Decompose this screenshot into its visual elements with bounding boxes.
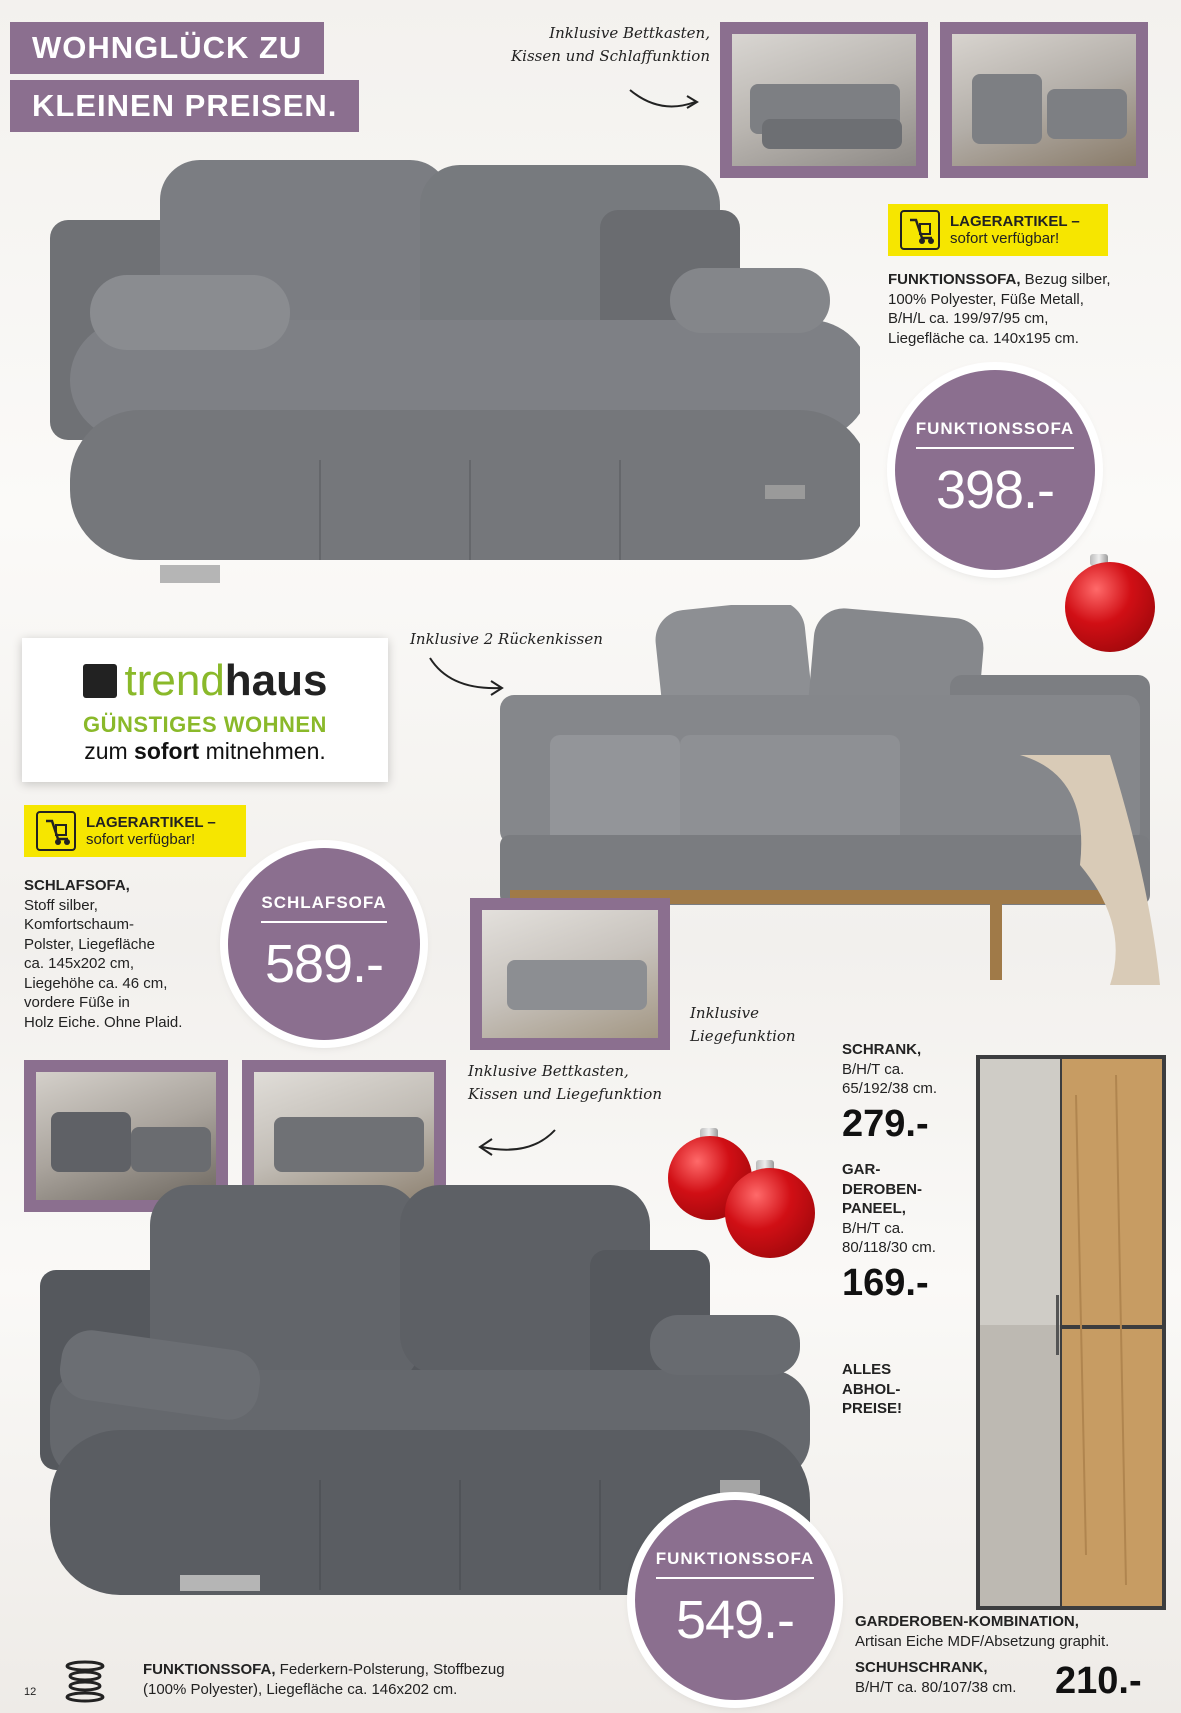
sofa3-price-circle — [635, 1500, 835, 1700]
sofa2-desc-line: ca. 145x202 cm, — [24, 955, 135, 972]
sofa1-description — [888, 270, 1178, 348]
brand-slogan2 — [84, 738, 326, 765]
sofa1-circle-label: FUNKTIONSSOFA — [916, 419, 1074, 449]
sofa2-price-circle — [228, 848, 420, 1040]
wardrobe-image — [966, 1055, 1166, 1615]
curved-arrow-icon — [625, 80, 705, 120]
abhol-line: PREISE! — [842, 1400, 903, 1417]
spring-icon — [60, 1660, 110, 1706]
sofa3-annotation — [468, 1060, 662, 1105]
sofa2-desc-title: SCHLAFSOFA, — [24, 877, 130, 894]
sofa3-description — [143, 1660, 623, 1699]
schuh-line: B/H/T ca. 80/107/38 cm. — [855, 1678, 1017, 1696]
sofa1-detail-photo-2 — [940, 22, 1148, 178]
schuh-price: 210.- — [1055, 1660, 1142, 1702]
sofa1-desc-line3: B/H/L ca. 199/97/95 cm, — [888, 310, 1049, 327]
headline-line1: WOHNGLÜCK ZU — [10, 22, 324, 74]
brand-slogan1: GÜNSTIGES WOHNEN — [83, 711, 327, 737]
sofa2-desc-line: Polster, Liegefläche — [24, 935, 155, 953]
page-number: 12 — [24, 1686, 37, 1698]
sofa2-desc-line: Holz Eiche. Ohne Plaid. — [24, 1013, 183, 1031]
kombi-line: Artisan Eiche MDF/Absetzung graphit. — [855, 1632, 1110, 1650]
sofa2-annotation2 — [690, 1002, 796, 1047]
sofa3-desc-line2: (100% Polyester), Liegefläche ca. 146x202 cm. — [143, 1680, 458, 1698]
paneel-title-line: PANEEL, — [842, 1200, 906, 1217]
schuh-title: SCHUHSCHRANK, — [855, 1659, 988, 1676]
sofa2-lager-badge — [24, 805, 246, 857]
sofa2-annotation2-line2: Liegefunktion — [690, 1026, 796, 1045]
sofa1-price-circle — [895, 370, 1095, 570]
schrank-price: 279.- — [842, 1103, 929, 1145]
sofa2-badge-sub: sofort verfügbar! — [86, 831, 196, 848]
sofa2-desc-line: Liegehöhe ca. 46 cm, — [24, 974, 168, 992]
sofa1-image — [40, 140, 860, 610]
sofa2-description — [24, 876, 244, 1032]
paneel-line: B/H/T ca. — [842, 1219, 905, 1237]
sofa2-detail-photo — [470, 898, 670, 1050]
sofa3-annotation-line2: Kissen und Liegefunktion — [468, 1084, 662, 1103]
paneel-description — [842, 1160, 962, 1258]
sofa1-badge-sub: sofort verfügbar! — [950, 230, 1060, 247]
schrank-title: SCHRANK, — [842, 1041, 922, 1058]
brand-slogan2-post: mitnehmen. — [199, 737, 326, 764]
abhol-line: ALLES — [842, 1361, 892, 1378]
sofa2-desc-line: Stoff silber, — [24, 896, 98, 914]
sofa2-badge-title: LAGERARTIKEL – — [86, 814, 216, 831]
sofa3-circle-label: FUNKTIONSSOFA — [656, 1549, 814, 1579]
sofa3-price: 549.- — [675, 1590, 795, 1650]
abhol-note — [842, 1360, 962, 1419]
brand-name-part1: trend — [124, 655, 225, 705]
kombi-description — [855, 1612, 1175, 1651]
sofa2-desc-line: Komfortschaum- — [24, 916, 135, 933]
curved-arrow-icon — [470, 1125, 560, 1165]
paneel-title-line: GAR- — [842, 1161, 881, 1178]
headline-line2: KLEINEN PREISEN. — [10, 80, 359, 132]
paneel-title-line: DEROBEN- — [842, 1180, 923, 1198]
sofa2-desc-line: vordere Füße in — [24, 994, 130, 1011]
sofa2-annotation2-line1: Inklusive — [690, 1004, 759, 1022]
trendhaus-logo-box — [22, 638, 388, 782]
brand-slogan2-pre: zum — [84, 737, 135, 764]
sofa1-annotation-line1: Inklusive Bettkasten, — [549, 24, 710, 42]
sofa3-annotation-line1: Inklusive Bettkasten, — [468, 1062, 629, 1080]
paneel-line: 80/118/30 cm. — [842, 1239, 936, 1256]
sofa2-price: 589.- — [264, 934, 384, 994]
sofa1-desc-line1: Bezug silber, — [1020, 271, 1111, 288]
sofa3-desc-line1: Federkern-Polsterung, Stoffbezug — [275, 1661, 505, 1678]
hand-truck-icon — [900, 210, 940, 250]
sofa1-badge-title: LAGERARTIKEL – — [950, 213, 1080, 230]
schrank-line: B/H/T ca. — [842, 1060, 905, 1078]
sofa1-desc-title: FUNKTIONSSOFA, — [888, 271, 1021, 288]
sofa1-desc-line2: 100% Polyester, Füße Metall, — [888, 290, 1084, 308]
abhol-line: ABHOL- — [842, 1380, 901, 1398]
brand-name-part2: haus — [224, 655, 328, 705]
hand-truck-icon — [36, 811, 76, 851]
schrank-description — [842, 1040, 962, 1099]
sofa2-annotation: Inklusive 2 Rückenkissen — [410, 630, 603, 648]
paneel-price: 169.- — [842, 1262, 929, 1304]
sofa2-circle-label: SCHLAFSOFA — [261, 893, 386, 923]
brand-slogan2-bold: sofort — [134, 737, 200, 764]
sofa3-desc-title: FUNKTIONSSOFA, — [143, 1661, 276, 1678]
schuh-description — [855, 1658, 1055, 1697]
sofa1-annotation — [480, 22, 710, 67]
sofa1-annotation-line2: Kissen und Schlaffunktion — [510, 46, 710, 65]
sofa1-lager-badge — [888, 204, 1108, 256]
sofa1-price: 398.- — [935, 460, 1055, 520]
trendhaus-square-icon — [83, 664, 117, 698]
kombi-title: GARDEROBEN-KOMBINATION, — [855, 1613, 1079, 1630]
trendhaus-logo — [83, 656, 328, 706]
sofa1-desc-line4: Liegefläche ca. 140x195 cm. — [888, 329, 1079, 347]
schrank-line: 65/192/38 cm. — [842, 1080, 938, 1097]
